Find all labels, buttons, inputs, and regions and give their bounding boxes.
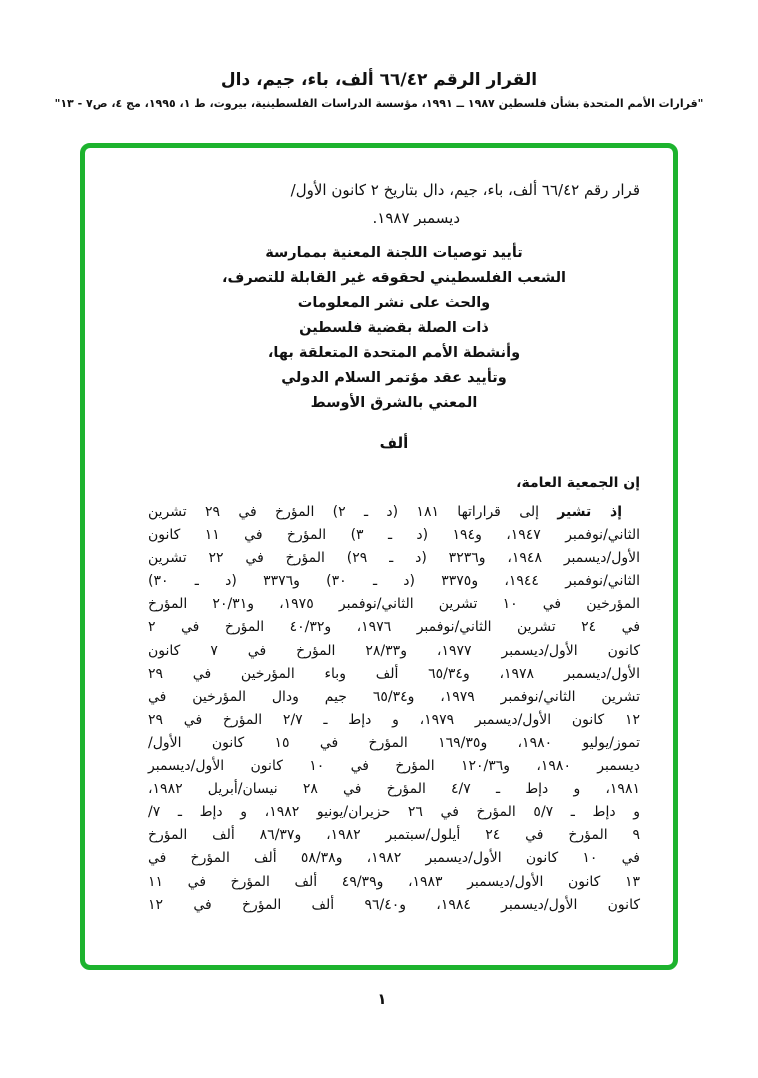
subject-line: تأييد توصيات اللجنة المعنية بممارسة (265, 245, 523, 261)
body-line: الثاني/نوفمبر ١٩٤٤، و٣٣٧٥ (د ـ ٣٠) و٣٣٧٦ (د ـ ٣٠) (148, 573, 640, 590)
resolution-subject (148, 241, 640, 416)
body-line1-rest: إلى قراراتها ١٨١ (د ـ ٢) المؤرخ في ٢٩ تشرين (148, 504, 558, 520)
body-line: المؤرخين في ١٠ تشرين الثاني/نوفمبر ١٩٧٥، و٢٠/٣١ المؤرخ (148, 596, 641, 613)
body-line: كانون الأول/ديسمبر ١٩٧٧، و٢٨/٣٣ المؤرخ في ٧ كانون (148, 642, 640, 659)
preamble-body (148, 501, 640, 917)
subject-line: المعني بالشرق الأوسط (310, 395, 478, 411)
subject-line: ذات الصلة بقضية فلسطين (299, 320, 489, 336)
body-line: ١٢ كانون الأول/ديسمبر ١٩٧٩، و دإط ـ ٢/٧ المؤرخ في ٢٩ (148, 711, 640, 728)
body-line: و دإط ـ ٥/٧ المؤرخ في ٢٦ حزيران/يونيو ١٩٨٢، و دإط ـ ٧/ (148, 804, 640, 821)
body-line: ديسمبر ١٩٨٠، و١٢٠/٣٦ المؤرخ في ١٠ كانون الأول/ديسمبر (148, 758, 640, 775)
resolution-title-line1: قرار رقم ٦٦/٤٢ ألف، باء، جيم، دال بتاريخ ٢ كانون الأول/ (290, 181, 640, 199)
page-number: ١ (377, 990, 387, 1008)
body-line: ١٣ كانون الأول/ديسمبر ١٩٨٣، و٤٩/٣٩ ألف المؤرخ في ١١ (148, 873, 640, 890)
body-line (148, 501, 640, 524)
resolution-title-line2: ديسمبر ١٩٨٧. (372, 209, 460, 227)
preamble-intro: إن الجمعية العامة، (516, 475, 640, 491)
resolution-number-heading: القرار الرقم ٦٦/٤٢ ألف، باء، جيم، دال (220, 70, 538, 90)
subject-line: والحث على نشر المعلومات (297, 295, 491, 311)
subject-line: وأنشطة الأمم المتحدة المتعلقة بها، (267, 345, 521, 361)
body-line: الثاني/نوفمبر ١٩٤٧، و١٩٤ (د ـ ٣) المؤرخ في ١١ كانون (148, 527, 641, 544)
body-line: تشرين الثاني/نوفمبر ١٩٧٩، و٦٥/٣٤ جيم ودال المؤرخين في (148, 688, 640, 705)
subject-line: وتأييد عقد مؤتمر السلام الدولي (281, 370, 507, 386)
body-line: ١٩٨١، و دإط ـ ٤/٧ المؤرخ في ٢٨ نيسان/أبريل ١٩٨٢، (148, 781, 640, 798)
body-line: في ١٠ كانون الأول/ديسمبر ١٩٨٢، و٥٨/٣٨ ألف المؤرخ في (148, 850, 640, 867)
section-letter-alif: ألف (379, 434, 409, 452)
recalling-phrase: إذ تشير (557, 504, 622, 520)
body-line: في ٢٤ تشرين الثاني/نوفمبر ١٩٧٦، و٤٠/٣٢ المؤرخ في ٢ (148, 619, 641, 636)
page-header (0, 70, 758, 110)
resolution-text-block (148, 176, 640, 917)
body-lines-container (148, 524, 640, 917)
body-line: كانون الأول/ديسمبر ١٩٨٤، و٩٦/٤٠ ألف المؤرخ في ١٢ (148, 896, 640, 913)
body-line: الأول/ديسمبر ١٩٤٨، و٣٢٣٦ (د ـ ٢٩) المؤرخ في ٢٢ تشرين (148, 550, 641, 567)
body-line: ٩ المؤرخ في ٢٤ أيلول/سبتمبر ١٩٨٢، و٨٦/٣٧ ألف المؤرخ (148, 827, 640, 844)
green-border-frame (80, 143, 678, 970)
source-citation: "قرارات الأمم المتحدة بشأن فلسطين ١٩٨٧ ــ ١٩٩١، مؤسسة الدراسات الفلسطينية، بيروت، ط ١، ١٩٩٥، مج ٤، ص٧ - ١٣" (54, 97, 704, 110)
body-line: الأول/ديسمبر ١٩٧٨، و٦٥/٣٤ ألف وباء المؤرخين في ٢٩ (148, 665, 641, 682)
body-line: تموز/يوليو ١٩٨٠، و١٦٩/٣٥ المؤرخ في ١٥ كانون الأول/ (148, 734, 640, 751)
subject-line: الشعب الفلسطيني لحقوقه غير القابلة للتصرف، (221, 270, 567, 286)
